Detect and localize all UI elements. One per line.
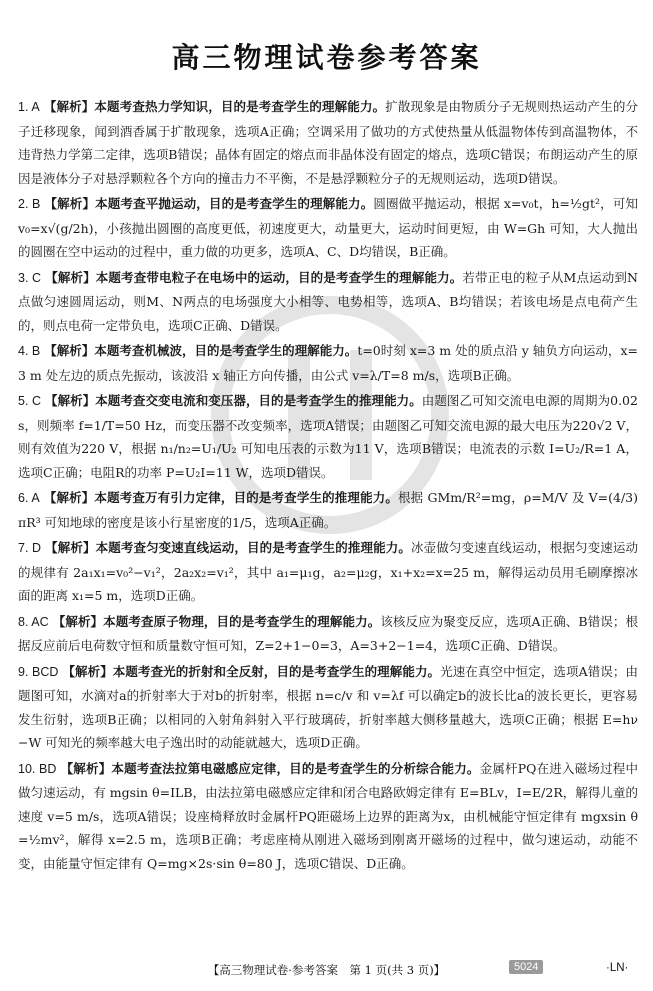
analysis-heading: 【解析】本题考查万有引力定律，目的是考查学生的推理能力。 bbox=[43, 490, 399, 505]
answer-number: 3. C bbox=[18, 270, 42, 285]
footer-label: 【高三物理试卷·参考答案 第 1 页(共 3 页)】 bbox=[207, 963, 446, 977]
analysis-text: t=0时刻 x=3 m 处的质点沿 y 轴负方向运动，x=3 m 处左边的质点先振动，该波沿 x 轴正方向传播，由公式 v=λ/T=8 m/s，选项B正确。 bbox=[18, 343, 638, 383]
answer-number: 6. A bbox=[18, 491, 40, 505]
analysis-text: 由题图乙可知交流电电源的周期为0.02 s，则频率 f=1/T=50 Hz，而变压器不改变频率，选项A错误；由题图乙可知交流电源的最大电压为220√2 V，则有效值为220 V，根据 n₁/n₂=U₁/U₂ 可知电压表的示数为11 V，选项B错误；电流表的示数 I=U₂/R=1 A，选项C正确；电阻R的功率 P=U₂I=11 W，选项D错误。 bbox=[18, 393, 638, 480]
analysis-text: 根据 GMm/R²=mg，ρ=M/V 及 V=(4/3)πR³ 可知地球的密度是该小行星密度的1/5，选项A正确。 bbox=[18, 490, 638, 530]
analysis-text: 光速在真空中恒定，选项A错误；由题图可知，水滴对a的折射率大于对b的折射率，根据 n=c/v 和 v=λf 可以确定b的波长比a的波长更长，更容易发生衍射，选项B正确；以相同的入射角斜射入平行玻璃砖，折射率越大侧移量越大，选项C正确；根据 E=hν−W 可知光的频率越大电子逸出时的动能就越大，选项D正确。 bbox=[18, 663, 638, 750]
answer-item bbox=[18, 660, 638, 755]
analysis-text: 圆圈做平抛运动，根据 x=v₀t，h=½gt²，可知 v₀=x√(g/2h)，小孩抛出圆圈的高度更低，初速度更大，动量更大，运动时间更短，由 W=Gh 可知，大人抛出的圆圈在空中运动的过程中，重力做的功更多，选项A、C、D均错误，B正确。 bbox=[18, 196, 638, 259]
analysis-text: 该核反应为聚变反应，选项A正确、B错误；根据反应前后电荷数守恒和质量数守恒可知，Z=2+1−0=3，A=3+2−1=4，选项C正确、D错误。 bbox=[18, 613, 638, 653]
answer-number: 1. A bbox=[18, 100, 40, 114]
answer-item bbox=[18, 339, 638, 387]
analysis-text: 若带正电的粒子从M点运动到N点做匀速圆周运动，则M、N两点的电场强度大小相等、电势相等，选项A、B均错误；若该电场是点电荷产生的，则点电荷一定带负电，选项C正确、D错误。 bbox=[18, 269, 638, 333]
answer-item bbox=[18, 266, 638, 338]
answer-number: 9. BCD bbox=[18, 664, 59, 679]
answer-number: 7. D bbox=[18, 541, 42, 555]
footer-code-badge: 5024 bbox=[509, 960, 543, 974]
answer-number: 4. B bbox=[18, 344, 41, 358]
analysis-heading: 【解析】本题考查匀变速直线运动，目的是考查学生的推理能力。 bbox=[45, 540, 411, 555]
analysis-heading: 【解析】本题考查热力学知识，目的是考查学生的理解能力。 bbox=[43, 99, 386, 114]
analysis-text: 冰壶做匀变速直线运动，根据匀变速运动的规律有 2a₁x₁=v₀²−v₁²，2a₂x₂=v₁²，其中 a₁=μ₁g，a₂=μ₂g，x₁+x₂=x=25 m，解得运动员用毛刷摩擦冰面的距离 x₁=5 m，选项D正确。 bbox=[18, 540, 638, 603]
answer-item bbox=[18, 389, 638, 484]
answer-item bbox=[18, 536, 638, 608]
answer-item bbox=[18, 757, 638, 876]
analysis-heading: 【解析】本题考查光的折射和全反射，目的是考查学生的理解能力。 bbox=[62, 663, 441, 679]
answer-number: 2. B bbox=[18, 197, 41, 211]
analysis-text: 金属杆PQ在进入磁场过程中做匀速运动，有 mgsin θ=ILB，由法拉第电磁感应定律和闭合电路欧姆定律有 E=BLv，I=E/2R，解得儿童的速度 v=5 m/s，选项A错误；设座椅释放时金属杆PQ距磁场上边界的距离为x，由机械能守恒定律有 mgxsin θ=½mv²，解得 x=2.5 m，选项B正确；考虑座椅从刚进入磁场到刚离开磁场的过程中，做匀速运动，动能不变，由能量守恒定律有 Q=mg×2s·sin θ=80 J，选项C错误、D正确。 bbox=[18, 760, 638, 871]
analysis-heading: 【解析】本题考查交变电流和变压器，目的是考查学生的推理能力。 bbox=[45, 393, 422, 408]
answer-item bbox=[18, 610, 638, 658]
analysis-heading: 【解析】本题考查平抛运动，目的是考查学生的理解能力。 bbox=[44, 196, 374, 211]
analysis-heading: 【解析】本题考查原子物理，目的是考查学生的理解能力。 bbox=[52, 613, 381, 629]
answer-list bbox=[18, 95, 638, 877]
footer-region-tag: ·LN· bbox=[606, 962, 629, 974]
answer-number: 5. C bbox=[18, 394, 41, 408]
answer-number: 8. AC bbox=[18, 614, 49, 629]
answer-item bbox=[18, 192, 638, 264]
answer-item bbox=[18, 95, 638, 190]
analysis-heading: 【解析】本题考查法拉第电磁感应定律，目的是考查学生的分析综合能力。 bbox=[60, 760, 480, 776]
answer-number: 10. BD bbox=[18, 761, 57, 776]
analysis-heading: 【解析】本题考查带电粒子在电场中的运动，目的是考查学生的理解能力。 bbox=[45, 269, 463, 285]
analysis-heading: 【解析】本题考查机械波，目的是考查学生的理解能力。 bbox=[44, 343, 358, 358]
analysis-text: 扩散现象是由物质分子无规则热运动产生的分子迁移现象，闻到酒香属于扩散现象，选项A正确；空调采用了做功的方式使热量从低温物体传到高温物体，不违背热力学第二定律，选项B错误；晶体有固定的熔点而非晶体没有固定的熔点，选项C错误；布朗运动产生的原因是液体分子对悬浮颗粒各个方向的撞击力不平衡，不是悬浮颗粒分子的无规则运动，选项D错误。 bbox=[18, 99, 638, 186]
page-title: 高三物理试卷参考答案 bbox=[171, 41, 482, 74]
answer-item bbox=[18, 486, 638, 534]
